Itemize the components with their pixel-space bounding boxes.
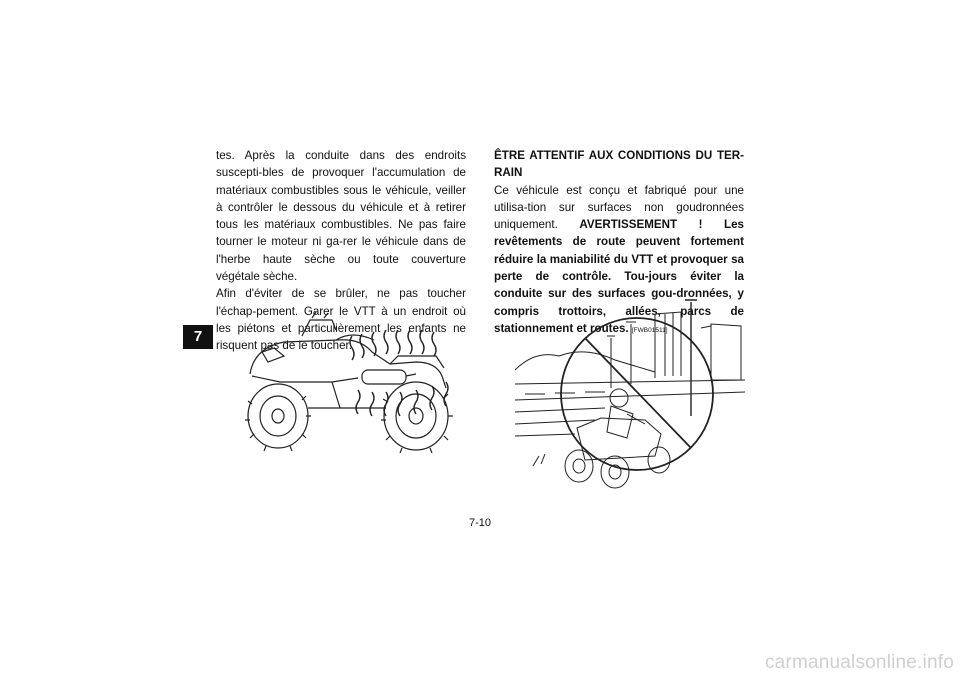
terrain-intro: Ce véhicule est conçu et fabriqué pour une utilisa-tion sur surfaces non goudronnées uniquement. (494, 183, 744, 232)
exhaust-paragraph-2: Afin d'éviter de se brûler, ne pas toucher l'échap-pement. Garer le VTT à un endroit où les piétons et particulièrement les enfants ne risquent pas de le toucher. (216, 287, 466, 353)
chapter-tab: 7 (183, 325, 213, 349)
page-number: 7-10 (468, 517, 492, 529)
warning-text: Les revêtements de route peuvent fortement réduire la maniabilité du VTT et provoquer sa perte de contrôle. Tou-jours éviter la conduite sur des surfaces gou-dronnées, y compris trottoirs, allées, parcs de stationnement et routes. (494, 218, 744, 335)
watermark-text: carmanualsonline.info (764, 652, 954, 673)
section-heading: ÊTRE ATTENTIF AUX CONDITIONS DU TER-RAIN (494, 149, 744, 180)
warning-label: AVERTISSEMENT ! (579, 218, 703, 232)
atv-hot-exhaust-illustration (240, 312, 460, 462)
paved-road-prohibited-illustration (515, 288, 745, 498)
reference-code: [FWB01511] (631, 326, 668, 334)
exhaust-paragraph-1: tes. Après la conduite dans des endroits suscepti-bles de provoquer l'accumulation de matériaux combustibles sous le véhicule, veiller à contrôler le dessous du véhicule et à retirer tous les matériaux combustibles. Ne pas faire tourner le moteur ni ga-rer le véhicule dans de l'herbe haute sèche ou toute couverture végétale sèche. (216, 149, 466, 284)
